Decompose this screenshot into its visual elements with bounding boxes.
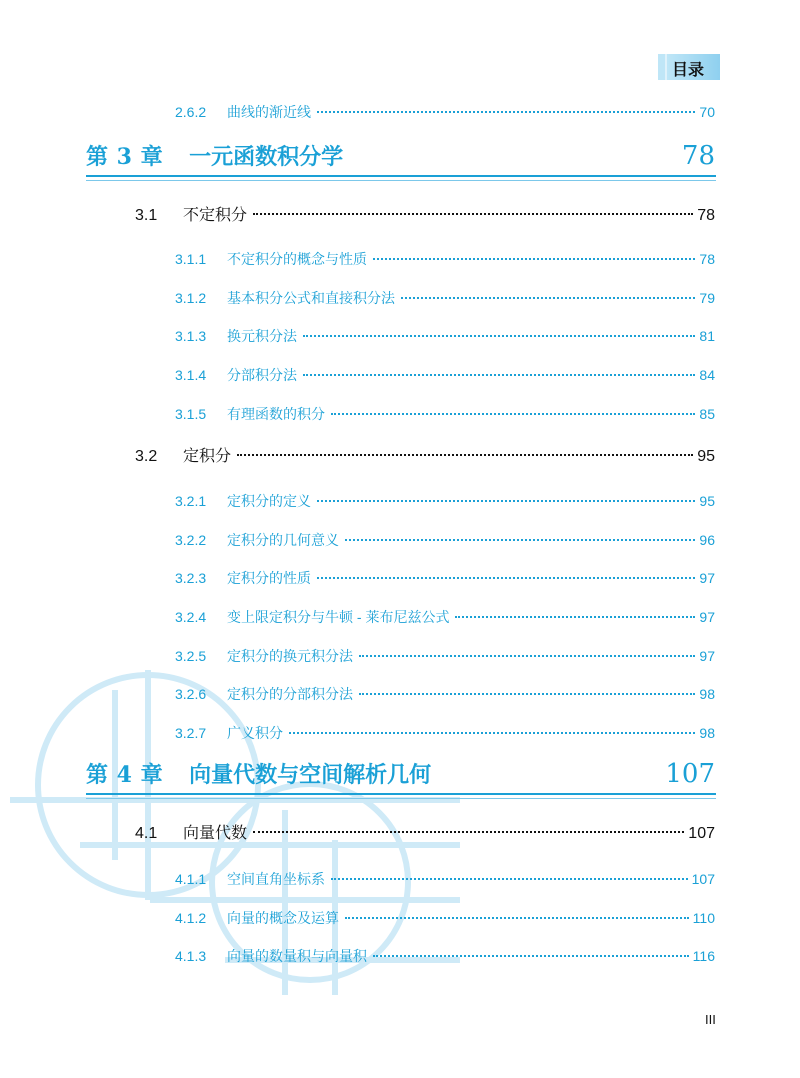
- chapter-rule: [86, 793, 716, 795]
- toc-entry[interactable]: [175, 365, 715, 385]
- chapter-label: 第 4 章: [86, 762, 164, 788]
- chapter-title: 向量代数与空间解析几何: [189, 762, 432, 788]
- toc-entry[interactable]: [175, 102, 715, 122]
- toc-entry[interactable]: [175, 326, 715, 346]
- entry-number: 3.1.4: [175, 367, 207, 383]
- section-tab-label: 目录: [672, 60, 705, 79]
- section-title: 不定积分: [183, 207, 248, 224]
- section-page: 78: [697, 207, 715, 224]
- dot-leader: [253, 831, 684, 833]
- toc-entry[interactable]: [175, 568, 715, 588]
- entry-page: 116: [692, 948, 715, 964]
- entry-page: 84: [699, 367, 715, 383]
- entry-page: 96: [699, 532, 715, 548]
- entry-title: 定积分的分部积分法: [227, 686, 353, 702]
- chapter-rule-thin: [86, 798, 716, 799]
- chapter-rule-thin: [86, 180, 716, 181]
- entry-page: 98: [699, 686, 715, 702]
- entry-page: 79: [699, 290, 715, 306]
- entry-title: 定积分的性质: [227, 570, 311, 586]
- dot-leader: [253, 213, 693, 215]
- toc-section[interactable]: [135, 202, 715, 225]
- entry-number: 3.2.7: [175, 725, 207, 741]
- entry-title: 向量的概念及运算: [227, 910, 339, 926]
- entry-number: 3.1.3: [175, 328, 207, 344]
- dot-leader: [303, 335, 695, 337]
- dot-leader: [331, 413, 695, 415]
- entry-page: 85: [699, 406, 715, 422]
- entry-title: 定积分的几何意义: [227, 532, 339, 548]
- section-number: 3.2: [135, 448, 158, 465]
- entry-page: 95: [699, 493, 715, 509]
- toc-section[interactable]: [135, 443, 715, 466]
- toc-entry[interactable]: [175, 288, 715, 308]
- entry-page: 97: [699, 570, 715, 586]
- section-number: 4.1: [135, 825, 158, 842]
- entry-title: 定积分的定义: [227, 493, 311, 509]
- entry-number: 3.2.5: [175, 648, 207, 664]
- entry-title: 定积分的换元积分法: [227, 648, 353, 664]
- entry-title: 向量的数量积与向量积: [227, 948, 367, 964]
- toc-entry[interactable]: [175, 404, 715, 424]
- entry-page: 70: [699, 104, 715, 120]
- dot-leader: [317, 111, 695, 113]
- section-number: 3.1: [135, 207, 158, 224]
- toc-entry[interactable]: [175, 946, 715, 966]
- entry-page: 110: [692, 910, 715, 926]
- toc-entry[interactable]: [175, 869, 715, 889]
- entry-title: 变上限定积分与牛顿 - 莱布尼兹公式: [227, 609, 450, 625]
- toc-entry[interactable]: [175, 723, 715, 743]
- dot-leader: [345, 539, 695, 541]
- section-title: 向量代数: [183, 825, 248, 842]
- entry-number: 3.2.4: [175, 609, 207, 625]
- entry-page: 107: [691, 871, 715, 887]
- chapter-heading[interactable]: [86, 758, 715, 794]
- dot-leader: [317, 500, 695, 502]
- dot-leader: [455, 616, 695, 618]
- dot-leader: [317, 577, 695, 579]
- toc-entry[interactable]: [175, 530, 715, 550]
- dot-leader: [359, 693, 695, 695]
- entry-number: 4.1.1: [175, 871, 207, 887]
- dot-leader: [303, 374, 695, 376]
- toc-entry[interactable]: [175, 908, 715, 928]
- chapter-page: 107: [665, 759, 715, 789]
- entry-number: 3.1.1: [175, 251, 207, 267]
- dot-leader: [401, 297, 695, 299]
- section-page: 107: [688, 825, 715, 842]
- dot-leader: [359, 655, 695, 657]
- section-title: 定积分: [183, 448, 232, 465]
- entry-number: 4.1.3: [175, 948, 207, 964]
- entry-number: 3.2.1: [175, 493, 207, 509]
- entry-number: 3.2.3: [175, 570, 207, 586]
- toc-entry[interactable]: [175, 491, 715, 511]
- entry-number: 2.6.2: [175, 104, 207, 120]
- toc-entry[interactable]: [175, 684, 715, 704]
- toc-entry[interactable]: [175, 646, 715, 666]
- entry-number: 4.1.2: [175, 910, 207, 926]
- entry-title: 广义积分: [227, 725, 283, 741]
- chapter-label: 第 3 章: [86, 144, 164, 170]
- chapter-title: 一元函数积分学: [189, 144, 344, 170]
- entry-title: 基本积分公式和直接积分法: [227, 290, 395, 306]
- chapter-heading[interactable]: [86, 140, 715, 176]
- dot-leader: [331, 878, 688, 880]
- toc-entry[interactable]: [175, 607, 715, 627]
- section-tab: [658, 54, 720, 80]
- entry-page: 81: [699, 328, 715, 344]
- toc-section[interactable]: [135, 820, 715, 843]
- dot-leader: [289, 732, 695, 734]
- dot-leader: [345, 917, 689, 919]
- entry-title: 空间直角坐标系: [227, 871, 325, 887]
- section-page: 95: [697, 448, 715, 465]
- entry-number: 3.2.6: [175, 686, 207, 702]
- entry-page: 97: [699, 648, 715, 664]
- page-number: III: [705, 1012, 716, 1027]
- entry-title: 不定积分的概念与性质: [227, 251, 367, 267]
- entry-title: 曲线的渐近线: [227, 104, 311, 120]
- entry-title: 换元积分法: [227, 328, 297, 344]
- entry-title: 有理函数的积分: [227, 406, 325, 422]
- entry-page: 98: [699, 725, 715, 741]
- chapter-page: 78: [681, 141, 715, 171]
- toc-entry[interactable]: [175, 249, 715, 269]
- entry-number: 3.1.5: [175, 406, 207, 422]
- dot-leader: [373, 955, 689, 957]
- entry-number: 3.2.2: [175, 532, 207, 548]
- entry-page: 78: [699, 251, 715, 267]
- entry-page: 97: [699, 609, 715, 625]
- chapter-rule: [86, 175, 716, 177]
- dot-leader: [237, 454, 693, 456]
- entry-title: 分部积分法: [227, 367, 297, 383]
- entry-number: 3.1.2: [175, 290, 207, 306]
- dot-leader: [373, 258, 695, 260]
